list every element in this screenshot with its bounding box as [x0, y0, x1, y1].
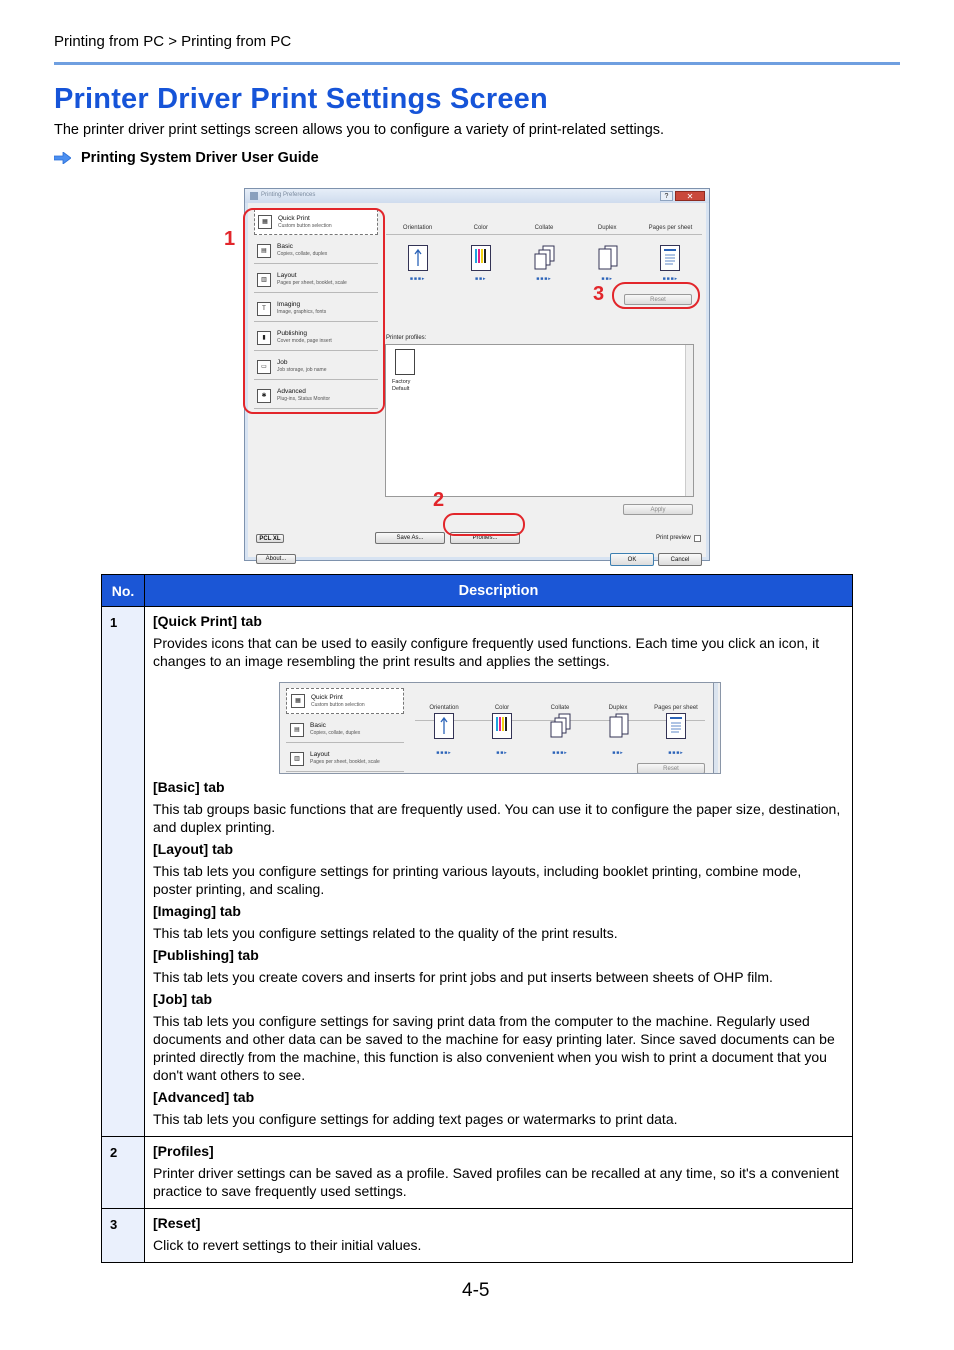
- print-preview-label: Print preview: [656, 535, 691, 541]
- item-heading: [Publishing] tab: [153, 947, 259, 963]
- tab-sub: Copies, collate, duplex: [277, 251, 328, 257]
- selector-dots-icon: ■■■▸: [409, 276, 426, 282]
- row-number: 1: [102, 607, 145, 1137]
- profiles-label: Printer profiles:: [386, 335, 427, 341]
- preview-color-icon: [473, 713, 531, 762]
- table-row: [102, 607, 853, 1137]
- item-heading: [Advanced] tab: [153, 1089, 255, 1105]
- preview-tab-sub: Copies, collate, duplex: [310, 730, 361, 736]
- description-table: [101, 574, 853, 1263]
- preview-tab-name: Quick Print: [311, 693, 343, 701]
- preview-window-edge: [713, 683, 718, 773]
- callout-number-3: 3: [593, 283, 605, 305]
- row-number: 2: [102, 1137, 145, 1209]
- help-button[interactable]: ?: [660, 191, 673, 201]
- preview-collate-icon: [531, 713, 589, 762]
- row-description: [145, 1137, 853, 1209]
- item-heading: [Job] tab: [153, 991, 213, 1007]
- duplex-button[interactable]: [576, 245, 639, 282]
- portrait-page-icon: [434, 713, 454, 739]
- preview-tab-sub: Pages per sheet, booklet, scale: [310, 759, 380, 765]
- item-heading: [Imaging] tab: [153, 903, 241, 919]
- apply-button[interactable]: Apply: [623, 504, 693, 515]
- row-description: [145, 607, 853, 1137]
- color-bars-icon: [492, 713, 512, 739]
- item-text: This tab lets you configure settings for printing various layouts, including booklet printing, combine mode, poster printing, and scaling.: [153, 863, 802, 897]
- header-no: No.: [102, 575, 145, 607]
- tab-sub: Plug-ins, Status Monitor: [277, 396, 331, 402]
- selector-dots-icon: ■■■▸: [552, 750, 568, 756]
- portrait-page-icon: [408, 245, 428, 271]
- tab-name: Layout: [277, 272, 297, 279]
- quick-print-icons: [386, 245, 702, 282]
- pcl-xl-label: PCL XL: [256, 534, 284, 543]
- preview-tab-layout: [286, 746, 404, 772]
- item-heading: [Quick Print] tab: [153, 613, 262, 629]
- preview-tab-quick-print: [286, 688, 404, 714]
- duplex-pages-icon: [597, 245, 617, 271]
- preview-column-collate: Collate: [550, 705, 570, 711]
- about-button[interactable]: About...: [256, 554, 296, 564]
- selector-dots-icon: ■■■▸: [662, 276, 679, 282]
- preview-pages-per-sheet-icon: [647, 713, 705, 762]
- imaging-icon: T: [257, 302, 271, 316]
- selector-dots-icon: ■■▸: [475, 276, 487, 282]
- profile-page-icon: [395, 349, 415, 375]
- publishing-icon: ▮: [257, 331, 271, 345]
- tab-sub: Image, graphics, fonts: [277, 309, 327, 315]
- advanced-icon: ✱: [257, 389, 271, 403]
- quick-print-icon: ▦: [258, 215, 272, 229]
- callout-number-1: 1: [224, 228, 236, 250]
- item-text: This tab groups basic functions that are frequently used. You can use it to configure the paper size, destination, and duplex printing.: [153, 801, 841, 835]
- collate-pages-icon: [534, 245, 554, 271]
- column-pages-per-sheet: Pages per sheet: [648, 225, 693, 231]
- preview-column-pages-per-sheet: Pages per sheet: [654, 705, 698, 711]
- page-title: Printer Driver Print Settings Screen: [54, 83, 548, 115]
- tab-sub: Custom button selection: [278, 222, 332, 229]
- preview-reset-button: Reset: [637, 763, 705, 774]
- quick-print-header: [386, 225, 702, 235]
- save-as-button[interactable]: Save As...: [375, 532, 445, 544]
- preview-duplex-icon: [589, 713, 647, 762]
- dialog-title: Printing Preferences: [261, 192, 316, 198]
- intro-text: The printer driver print settings screen allows you to configure a variety of print-related settings.: [54, 122, 665, 138]
- selector-dots-icon: ■■■▸: [668, 750, 684, 756]
- page-number: 4-5: [462, 1280, 490, 1301]
- preview-orientation-icon: [415, 713, 473, 762]
- basic-icon: ▤: [257, 244, 271, 258]
- selector-dots-icon: ■■■▸: [436, 750, 452, 756]
- item-heading: [Reset]: [153, 1215, 201, 1231]
- item-text: Provides icons that can be used to easily configure frequently used functions. Each time you click an icon, it changes to an image resembling the print results and applies the settings.: [153, 635, 820, 669]
- quick-print-icon: ▦: [291, 694, 305, 708]
- column-duplex: Duplex: [597, 225, 617, 231]
- row-description: [145, 1209, 853, 1263]
- column-color: Color: [473, 225, 488, 231]
- job-icon: ▭: [257, 360, 271, 374]
- column-orientation: Orientation: [402, 225, 433, 231]
- tab-sub: Cover mode, page insert: [277, 338, 332, 344]
- profiles-list[interactable]: [385, 344, 694, 497]
- callout-tabs-outline: [243, 208, 385, 414]
- table-header-row: [102, 575, 853, 607]
- cancel-button[interactable]: Cancel: [658, 553, 702, 566]
- table-row: [102, 1209, 853, 1263]
- reference-link-label[interactable]: Printing System Driver User Guide: [81, 150, 319, 166]
- profiles-button[interactable]: Profiles...: [450, 532, 520, 544]
- column-collate: Collate: [534, 225, 554, 231]
- close-button[interactable]: ✕: [675, 191, 705, 201]
- profile-item-factory-default[interactable]: Factory Default: [392, 379, 411, 392]
- reset-button[interactable]: Reset: [624, 294, 692, 305]
- item-text: This tab lets you configure settings for adding text pages or watermarks to print data.: [153, 1111, 678, 1127]
- item-heading: [Basic] tab: [153, 779, 225, 795]
- printer-icon: [250, 192, 258, 200]
- tab-name: Imaging: [277, 301, 301, 308]
- basic-icon: ▤: [290, 723, 304, 737]
- selector-dots-icon: ■■▸: [601, 276, 613, 282]
- item-text: Click to revert settings to their initial values.: [153, 1237, 422, 1253]
- tab-name: Job: [277, 359, 288, 366]
- header-rule: [54, 62, 900, 65]
- selector-dots-icon: ■■▸: [612, 750, 624, 756]
- pages-per-sheet-button[interactable]: [639, 245, 702, 282]
- quick-print-preview-image: [279, 682, 721, 774]
- layout-icon: ▥: [257, 273, 271, 287]
- callout-number-2: 2: [433, 489, 445, 511]
- callout-profiles-outline: [443, 513, 525, 536]
- item-text: Printer driver settings can be saved as a profile. Saved profiles can be recalled at any time, so it's a convenient practice to save frequently used settings.: [153, 1165, 839, 1199]
- item-text: This tab lets you configure settings for saving print data from the computer to the machine. Regularly used documents and other data can be saved to the machine for easy printing later. Since saved documents can be printed directly from the machine, this function is also convenient when you wish to print a document that you don't want others to see.: [153, 1013, 835, 1083]
- preview-column-color: Color: [494, 705, 510, 711]
- row-number: 3: [102, 1209, 145, 1263]
- pages-per-sheet-icon: [666, 713, 686, 739]
- breadcrumb: Printing from PC > Printing from PC: [54, 33, 292, 50]
- print-preview-checkbox[interactable]: [694, 535, 701, 542]
- color-button[interactable]: [449, 245, 512, 282]
- reference-link[interactable]: [54, 150, 319, 166]
- item-heading: [Layout] tab: [153, 841, 234, 857]
- tab-name: Quick Print: [278, 214, 310, 222]
- table-row: [102, 1137, 853, 1209]
- preview-column-duplex: Duplex: [608, 705, 628, 711]
- duplex-pages-icon: [608, 713, 628, 739]
- collate-button[interactable]: [512, 245, 575, 282]
- preview-tab-name: Layout: [310, 751, 330, 758]
- tab-sub: Pages per sheet, booklet, scale: [277, 280, 347, 286]
- item-text: This tab lets you configure settings related to the quality of the print results.: [153, 925, 618, 941]
- selector-dots-icon: ■■■▸: [536, 276, 552, 282]
- layout-icon: ▥: [290, 752, 304, 766]
- header-description: Description: [145, 575, 853, 607]
- preview-column-orientation: Orientation: [429, 705, 459, 711]
- tab-name: Publishing: [277, 330, 307, 337]
- arrow-right-icon: [54, 152, 71, 164]
- preview-quick-print-icons: [415, 713, 705, 762]
- tab-name: Basic: [277, 243, 293, 250]
- item-text: This tab lets you create covers and inserts for print jobs and put inserts between sheets of OHP film.: [153, 969, 773, 985]
- dialog-titlebar: [245, 189, 709, 203]
- pages-per-sheet-icon: [660, 245, 680, 271]
- selector-dots-icon: ■■▸: [496, 750, 508, 756]
- profiles-scrollbar[interactable]: [685, 345, 693, 496]
- item-heading: [Profiles]: [153, 1143, 214, 1159]
- callout-reset-outline: [612, 282, 700, 309]
- color-bars-icon: [471, 245, 491, 271]
- preview-tab-name: Basic: [310, 722, 326, 729]
- preview-tab-basic: [286, 717, 404, 743]
- ok-button[interactable]: OK: [610, 553, 654, 566]
- tab-sub: Job storage, job name: [277, 367, 327, 373]
- tab-name: Advanced: [277, 388, 306, 395]
- orientation-button[interactable]: [386, 245, 449, 282]
- preview-tab-sub: Custom button selection: [311, 701, 365, 708]
- collate-pages-icon: [550, 713, 570, 739]
